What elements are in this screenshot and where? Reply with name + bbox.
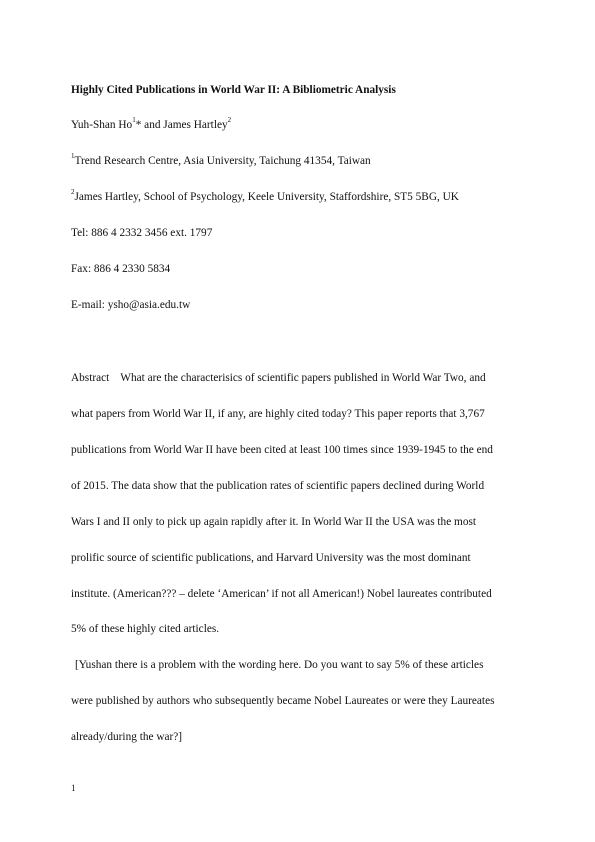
abstract-line: 5% of these highly cited articles. (71, 623, 220, 635)
abstract-label: Abstract (71, 372, 110, 384)
editorial-note-line: were published by authors who subsequently became Nobel Laureates or were they Laureates (71, 695, 495, 707)
abstract-text: What are the characterisics of scientific papers published in World War Two, and (120, 372, 486, 384)
abstract-line: what papers from World War II, if any, are highly cited today? This paper reports that 3,767 (71, 408, 485, 420)
affiliation-text: Trend Research Centre, Asia University, Taichung 41354, Taiwan (74, 155, 371, 167)
abstract-line: institute. (American??? – delete ‘American’ if not all American!) Nobel laureates contributed (71, 588, 492, 600)
affiliation-superscript: 2 (71, 188, 75, 197)
author-name: * and James Hartley (135, 119, 228, 131)
abstract-line (71, 371, 486, 385)
affiliation-superscript: 2 (227, 116, 232, 125)
fax: Fax: 886 4 2330 5834 (71, 263, 171, 275)
affiliation-superscript: 1 (132, 116, 136, 125)
affiliation-superscript: 1 (71, 152, 75, 161)
affiliation-2 (71, 190, 459, 204)
abstract-line: of 2015. The data show that the publication rates of scientific papers declined during World (71, 480, 485, 492)
editorial-note-line: already/during the war?] (71, 731, 183, 743)
telephone: Tel: 886 4 2332 3456 ext. 1797 (71, 227, 213, 239)
abstract-line: prolific source of scientific publications, and Harvard University was the most dominant (71, 552, 471, 564)
author-line (71, 118, 231, 132)
editorial-note-line: [Yushan there is a problem with the wording here. Do you want to say 5% of these articles (75, 659, 484, 671)
abstract-line: Wars I and II only to pick up again rapidly after it. In World War II the USA was the most (71, 516, 477, 528)
abstract-line: publications from World War II have been cited at least 100 times since 1939-1945 to the end (71, 444, 493, 456)
paper-title: Highly Cited Publications in World War II: A Bibliometric Analysis (71, 84, 396, 96)
page-number: 1 (71, 783, 76, 793)
author-name: Yuh-Shan Ho (71, 119, 133, 131)
affiliation-1 (71, 154, 371, 168)
affiliation-text: James Hartley, School of Psychology, Keele University, Staffordshire, ST5 5BG, UK (74, 191, 459, 203)
email: E-mail: ysho@asia.edu.tw (71, 299, 191, 311)
